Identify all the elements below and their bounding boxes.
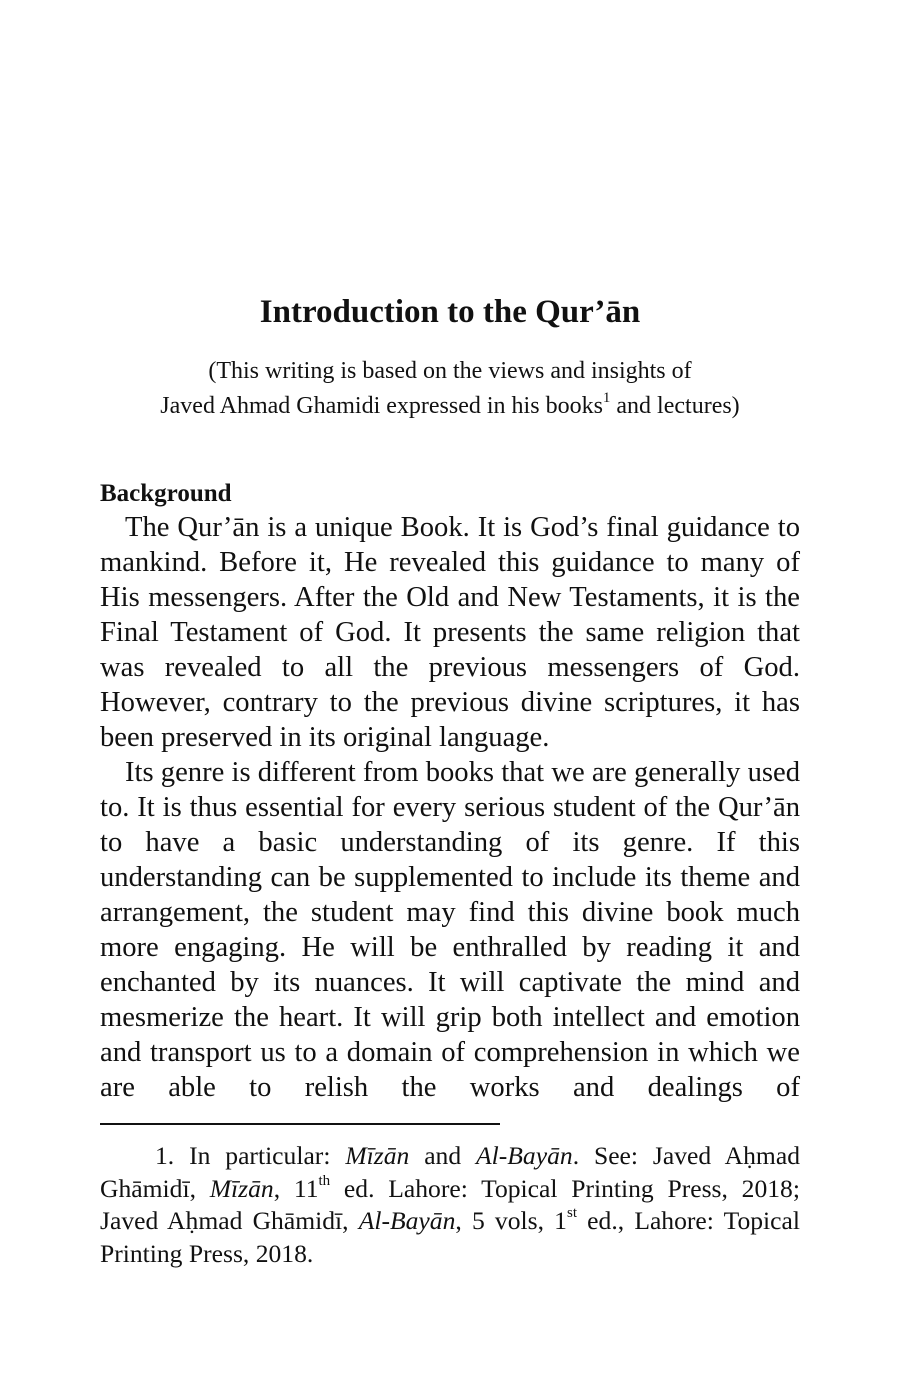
footnote-text: ed., Lahore: Topical Printing Press, 2018. <box>100 1206 800 1268</box>
subtitle-text: Javed Ahmad Ghamidi expressed in his books <box>160 393 603 419</box>
footnote-text: , 11 <box>273 1173 319 1203</box>
footnote-text: and <box>409 1141 477 1170</box>
paragraph: The Qur’ān is a unique Book. It is God’s final guidance to mankind. Before it, He revealed this guidance to many of His messengers. After the Old and New Testaments, it is the Final Testament of God. It presents the same religion that was revealed to all the previous messengers of God. However, contrary to the previous divine scriptures, it has been preserved in its original language. <box>100 512 800 753</box>
footnote-book-title: Mīzān <box>209 1173 274 1203</box>
footnote-text: . See: Javed Aḥmad Ghāmidī, <box>100 1141 800 1203</box>
page-title: Introduction to the Qur’ān <box>259 294 641 330</box>
footnote-text: ed. Lahore: Topical Printing Press, 2018; Javed Aḥmad Ghāmidī, <box>100 1173 800 1235</box>
subtitle <box>0 354 900 424</box>
footnote-book-title: Al-Bayān <box>476 1141 573 1170</box>
subtitle-line-1: (This writing is based on the views and insights of <box>208 358 692 384</box>
body-text <box>100 510 800 1105</box>
paragraph: Its genre is different from books that we are generally used to. It is thus essential for every serious student of the Qur’ān to have a basic understanding of its genre. If this understanding can be supplemented to include its theme and arrangement, the student may find this divine book much more engaging. He will be enthralled by reading it and enchanted by its nuances. It will captivate the mind and mesmerize the heart. It will grip both intellect and emotion and transport us to a domain of comprehension in which we are able to relish the works and dealings of <box>100 757 800 1103</box>
footnote-superscript: th <box>318 1172 331 1189</box>
footnote-book-title: Mīzān <box>345 1141 410 1170</box>
subtitle-line-2 <box>0 389 900 424</box>
section-heading: Background <box>100 480 232 507</box>
subtitle-text-end: and lectures) <box>610 393 740 419</box>
footnote-superscript: st <box>566 1205 577 1222</box>
footnote-divider <box>100 1123 500 1125</box>
footnote-reference[interactable]: 1 <box>602 390 611 406</box>
footnote-text: , 5 vols, 1 <box>455 1206 567 1235</box>
footnote-book-title: Al-Bayān <box>358 1206 456 1235</box>
footnote-text: 1. In particular: <box>155 1141 346 1170</box>
footnote <box>100 1140 800 1270</box>
